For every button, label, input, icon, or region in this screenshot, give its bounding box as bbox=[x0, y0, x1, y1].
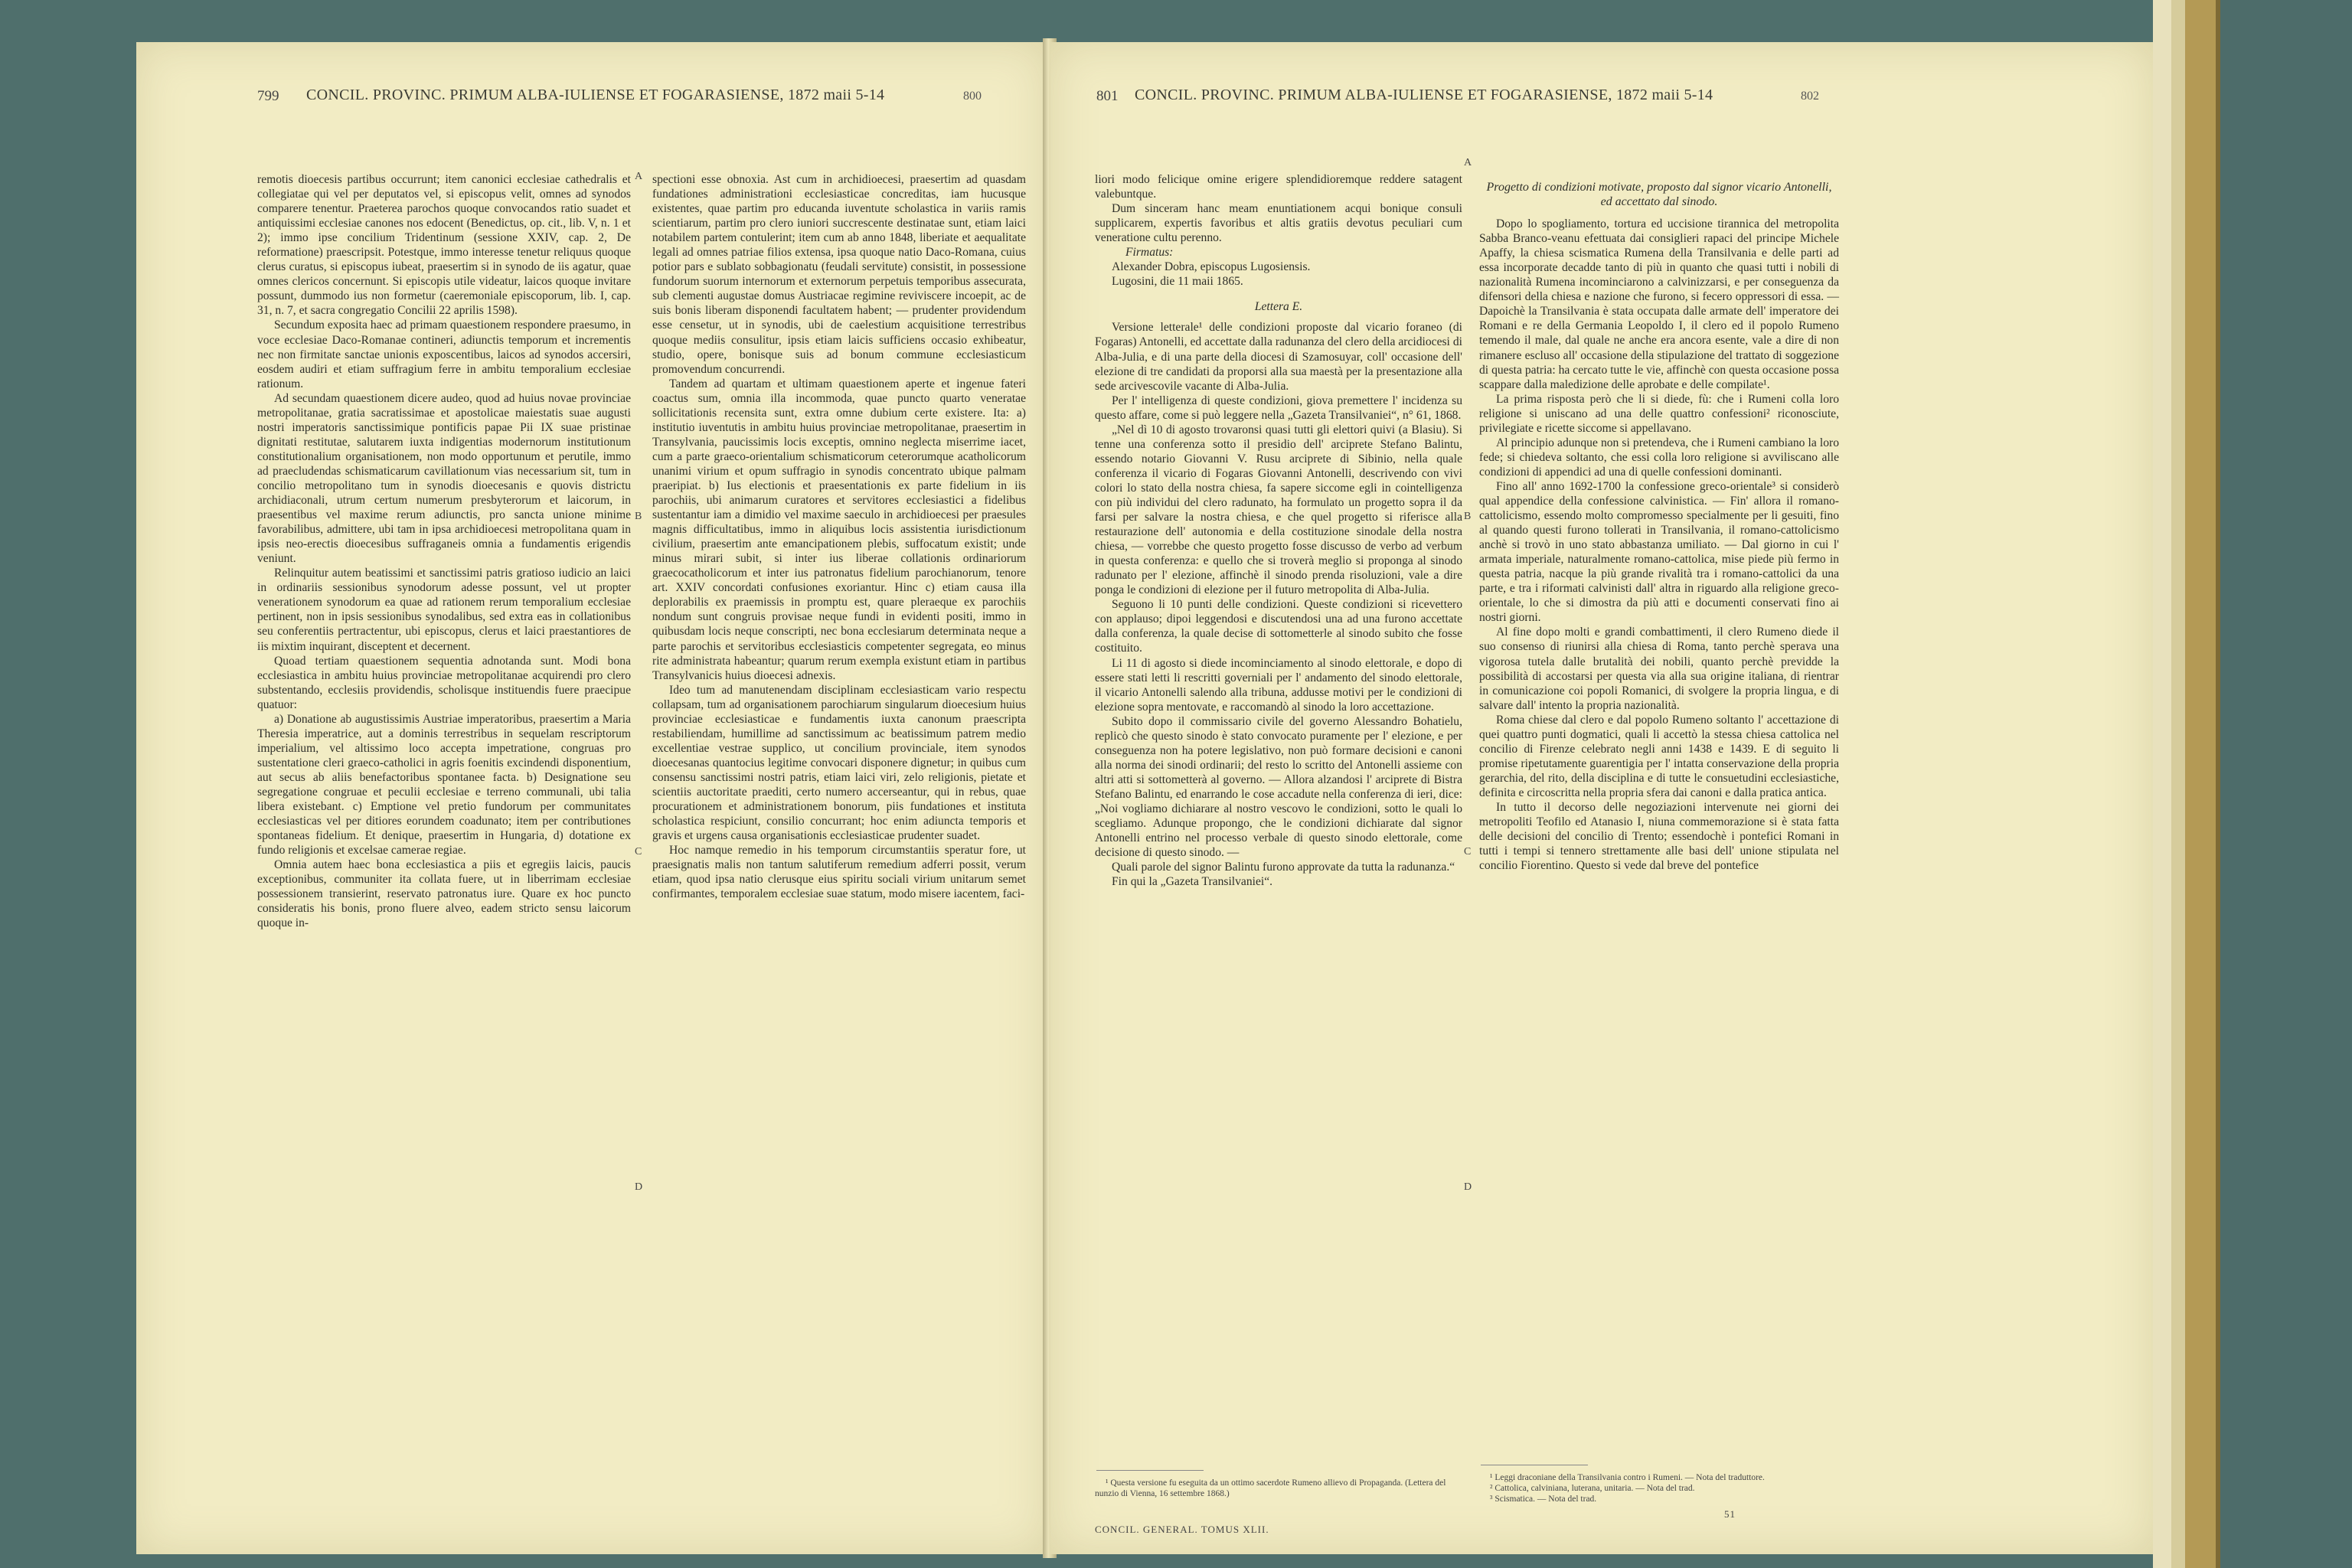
paragraph: „Nel dì 10 di agosto trovaronsi quasi tutti gli elettori quivi (a Blasiu). Si tenne una conferenza sotto il presidio dell' arciprete Stefano Balintu, essendo notario Giovanni V. Rusu arciprete di Sibinio, nella quale conferenza il vicario di Fogaras Giovanni Antonelli, descrivendo con vivi colori lo stato della nostra chiesa, fa sapere siccome egli in cointelligenza con più individui del clero radunato, ha formulato un progetto sopra il da farsi per salvare la nostra chiesa, e che quel progetto si riferisce alla restaurazione dell' autonomia e della costituzione sinodale della nostra chiesa, — vorrebbe che questo progetto fosse discusso de verbo ad verbum in questa conferenza: e quello che si troverà meglio si proponga al sinodo radunato per l' elezione, affinchè il sinodo prenda risoluzioni, vale a dire ponga le condizioni di elezione per il futuro metropolita di Alba-Julia. bbox=[1095, 423, 1462, 597]
left-page bbox=[136, 42, 1047, 1554]
paragraph: Al principio adunque non si pretendeva, che i Rumeni cambiano la loro fede; si chiedeva soltanto, che essi colla loro religione si avviliscano alle condizioni di appendici ad una di quelle confessioni dominanti. bbox=[1479, 436, 1839, 479]
paragraph: Tandem ad quartam et ultimam quaestionem aperte et ingenue fateri coactus sum, omnia illa incommoda, quae puncto quarto veneratae sollicitationis recensita sunt, extra omne dubium certe existere. Ita: a) institutio iuventutis in ambitu huius provinciae metropolitanae, praesertim in Transylvania, paucissimis locis exceptis, omnino neglecta miserrime iacet, cum a parte graeco-orientalium schismaticorum ceterorumque acatholicorum unanimi virium et opum suffragio in synodis concentrato ubique palmam praeripiat. b) Ius electionis et praesentationis ex parte fidelium in iis parochiis, ubi animarum curatores et servitores ecclesiastici a fidelibus sustentantur iam a dimidio vel maxime saeculo in archidioecesi per praesules magnis difficultatibus, immo in aliquibus locis assistentia iurisdictionum civilium, praesertim ante emancipationem plebis, suffocatum existit; unde minus mirari subit, si inter ius liberae collationis ordinariorum graecocatholicorum et inter ius patronatus fidelium parochianorum, tenore art. XXIV concordati confusiones exoriantur. Hinc c) etiam causa illa deplorabilis ex praemissis in promptu est, quare pleraeque ex parochiis nondum sunt congruis provisae neque fundi in evidenti positi, immo in quibusdam locis neque conscripti, nec bona ecclesiarum determinata neque a parte parochis et servitoribus ecclesiasticis competenter segregata, eo minus rite administrata habeantur; quarum rerum exempla existunt etiam in partibus Transylvanicis huius dioecesi adnexis. bbox=[652, 377, 1026, 682]
letter-body bbox=[1095, 320, 1462, 889]
paragraph: Relinquitur autem beatissimi et sanctissimi patris gratioso iudicio an laici in ordinariis sessionibus synodorum adesse possunt, vel ut propter venerationem synodorum ea quae ad rationem rerum temporalium ecclesiae pertinent, non in ipsis sessionibus synodalibus, sed extra eas in collationibus seu conferentiis pertractentur, ubi episcopus, clerus et laici praestantiores de iis mixtim inquirant, disceptent et decernent. bbox=[257, 567, 631, 653]
paragraph: Fin qui la „Gazeta Transilvaniei“. bbox=[1112, 875, 1273, 889]
paragraph: Roma chiese dal clero e dal popolo Rumeno soltanto l' accettazione di quei quattro punti dogmatici, quali li accettò la stessa chiesa cattolica nel concilio di Firenze celebrato negli anni 1438 e 1439. E di seguito li promise ripetutamente guarentigia per l' intatta conservazione della propria gerarchia, del rito, della disciplina e di tutte le consuetudini ecclesiastiche, definita e circoscritta nella propria sfera dai canoni e dalla pratica antica. bbox=[1479, 713, 1839, 799]
signature-line: CONCIL. GENERAL. TOMUS XLII. bbox=[1095, 1524, 1269, 1535]
paragraph: Quali parole del signor Balintu furono approvate da tutta la radunanza.“ bbox=[1112, 861, 1455, 874]
paragraph: Fino all' anno 1692-1700 la confessione greco-orientale³ si considerò qual appendice della confessione calvinistica. — Fin' allora il romano-cattolicismo, essendo molto compromesso specialmente per li gesuiti, fino al quando questi furono tollerati in Transilvania, il romano-cattolicismo anchè si trovò in uno stato abbastanza umiliato. — Dal giorno in cui l' armata imperiale, naturalmente romano-cattolica, mise piede più fermo in questa patria, nacque la più grande rivalità tra i romano-cattolici da una parte, e tra i riformati calvinisti dall' altra in riguardo alla religione greco-orientale, lo che si dimostra da più atti e documenti conservati fino ai nostri giorni. bbox=[1479, 479, 1839, 625]
paragraph: Dopo lo spogliamento, tortura ed uccisione tirannica del metropolita Sabba Branco-veanu efettuata dai consiglieri rapaci del principe Michele Apaffy, la chiesa scismatica Rumena della Transilvania e delle parti ad essa incorporate decadde tanto di più in quanto che quasi tutti i nobili di nazionalità Rumena incominciarono a calvinizzarsi, e per conseguenza da difensori della chiesa e nazione che furono, si fecero oppressori di essa. — Dapoichè la Transilvania è stata occupata dalle armate dell' imperatore dei Romani e re della Germania Leopoldo I, il clero ed il popolo Rumeno temendo il male, dal quale ne anche era ancora esente, vale a dire di non rimanere escluso all' occasione della stipulazione del trattato di soggezione di questa patria: ha cercato tutte le vie, affinchè con questa occasione possa scappare dalla maledizione delle aprobate e delle compilate¹. bbox=[1479, 217, 1839, 391]
paragraph: In tutto il decorso delle negoziazioni intervenute nei giorni dei metropoliti Teofilo ed Atanasio I, niuna commemorazione si è stata fatta delle decisioni del concilio di Trento; essendochè i pontefici Romani in tutti i tempi si tennero strettamente alle basi dell' unione stipulata nel concilio Fiorentino. Questo si vede dal breve del pontefice bbox=[1479, 800, 1839, 873]
right-page-column-1 bbox=[1095, 172, 1462, 889]
page-number-800: 800 bbox=[963, 90, 982, 103]
paragraph: Omnia autem haec bona ecclesiastica a piis et egregiis laicis, paucis exceptionibus, communiter ita collata fuere, ut in liberrimam ecclesiae possessionem transierint, reservato patronatus iure. Quare ex hoc puncto consideratis his bonis, prono fluere alveo, eadem stricto sensu laicorum quoque in- bbox=[257, 858, 631, 930]
footnote: ³ Scismatica. — Nota del trad. bbox=[1490, 1494, 1597, 1504]
footnotes-left bbox=[1095, 1478, 1462, 1499]
page-edge-light bbox=[2153, 0, 2171, 1568]
page-edge-shadow bbox=[2171, 0, 2185, 1568]
paragraph: Quoad tertiam quaestionem sequentia adnotanda sunt. Modi bona ecclesiastica in ambitu huius provinciae metropolitanae acquirendi pro clero substentando, ecclesiis providendis, scholisque instituendis fuere praecipue quatuor: bbox=[257, 654, 631, 711]
paragraph: Secundum exposita haec ad primam quaestionem respondere praesumo, in voce ecclesiae Daco-Romanae contineri, adiunctis temporum et incrementis nec non firmitate sanctae unionis exposcentibus, laicos ad synodos accersiri, eosdem audiri et etiam suffragium ferre in ambitu temporalium ecclesiae rationum. bbox=[257, 318, 631, 390]
place-date: Lugosini, die 11 maii 1865. bbox=[1112, 275, 1243, 289]
left-page-column-2 bbox=[652, 172, 1026, 901]
footnote: ² Cattolica, calviniana, luterana, unitaria. — Nota del trad. bbox=[1490, 1484, 1695, 1493]
paragraph: Ad secundam quaestionem dicere audeo, quod ad huius novae provinciae metropolitanae, gratia sacratissimae et apostolicae maiestatis suae augusti nostri imperatoris sanctissimique pontificis papae Pii IX suae pristinae dignitati restitutae, salutarem iuxta indigentias modernorum institutionum constitutionalium organisationem, non modo opportunum et perutile, immo ad praecludendas schismaticarum cavillationum vias necessarium sit, tum in concilio metropolitano tum in synodis dioecesanis e quovis districtu archidiaconali, utrum certum numerum presbyterorum et laicorum, in praesentibus vel maxime rerum adiunctis, pro sancta unione minime favorabilibus, admittere, ubi tam in ipsa archidioecesi metropolitana quam in ipsis neo-erectis dioecesibus suffraganeis omnia a fundamentis erigendis veniunt. bbox=[257, 391, 631, 566]
paragraph: remotis dioecesis partibus occurrunt; item canonici ecclesiae cathedralis et collegiatae qui vel per deputatos vel, si episcopus velit, omnes ad synodos comparere tenentur. Praeterea parochos quoque convocandos ratio suadet et antiquissimi ecclesiae canones nos edocent (Benedictus, op. cit., lib. V, n. 1 et 2); immo ipse concilium Tridentinum (sessione XXIV, cap. 2, De reformatione) praescripsit. Potestque, immo interesse tenetur reliquus quoque clerus curatus, si episcopus iubeat, praesertim si in synodo de iis agatur, quae omnes clericos concernunt. Si episcopis utile videatur, laicos quoque invitare possunt, dummodo ius non formetur (caeremoniale episcoporum, lib. I, cap. 31, n. 7, et sacra congregatio Concilii 22 aprilis 1598). bbox=[257, 173, 631, 318]
paragraph: liori modo felicique omine erigere splendidioremque reddere satagent valebuntque. bbox=[1095, 173, 1462, 201]
paragraph: La prima risposta però che li si diede, fù: che i Rumeni colla loro religione si uniscano ad una delle quattro confessioni² riconosciute, privilegiate e ricette siccome si appellavano. bbox=[1479, 392, 1839, 435]
margin-letter-d: D bbox=[635, 1181, 643, 1193]
paragraph: Subito dopo il commissario civile del governo Alessandro Bohatielu, replicò che questo sinodo è stato convocato puramente per l' elezione, e per conseguenza non ha potere legislativo, non può formare decisioni e canoni alla norma dei sinodi ordinarii; del resto lo scritto del Antonelli assieme con altri atti si sottometterà al governo. — Allora alzandosi l' arciprete di Bistra Stefano Balintu, ed enarrando le cose accadute nella conferenza di ieri, dice: „Noi vogliamo dichiarare al nostro vescovo le condizioni, sotto le quali lo scegliamo. Adunque propongo, che le condizioni dichiarate dal signor Antonelli entrino nel processo verbale di questo sinodo elettorale, come decisione di questo sinodo. — bbox=[1095, 714, 1462, 860]
margin-letter-b: B bbox=[635, 511, 642, 522]
left-page-column-1 bbox=[257, 172, 631, 930]
signer-name: Alexander Dobra, episcopus Lugosiensis. bbox=[1112, 260, 1311, 274]
margin-letter-d-right: D bbox=[1464, 1181, 1472, 1193]
footnote-rule-left bbox=[1096, 1470, 1204, 1471]
page-number-802: 802 bbox=[1801, 90, 1819, 103]
footnotes-right bbox=[1479, 1472, 1839, 1504]
margin-letter-b-right: B bbox=[1464, 511, 1472, 522]
sheet-number: 51 bbox=[1724, 1508, 1736, 1520]
right-page-column-2 bbox=[1479, 180, 1839, 873]
signed-label: Firmatus: bbox=[1125, 246, 1174, 260]
running-head-left: CONCIL. PROVINC. PRIMUM ALBA-IULIENSE ET FOGARASIENSE, 1872 maii 5-14 bbox=[306, 87, 885, 103]
paragraph: spectioni esse obnoxia. Ast cum in archidioecesi, praesertim ad quasdam fundationes administrationi ecclesiasticae concreditas, iam hucusque existentes, quae partim pro educanda iuventute scholastica in variis ramis scientiarum, partim pro clero iuniori succrescente destinatae sunt, etiam laici notabilem partem contulerint; item cum ab anno 1848, liberiate et aequalitate legali ad omnes patriae filios extensa, ipsa quoque natio Daco-Romana, cuius potior pars e sublato sobbagionatu (feudali servitute) consistit, in possessione fundorum suorum internorum et externorum perpetuis temporibus assecurata, sub clementi augustae domus Austriacae regimine reviviscere incoepit, ac de suis bonis liberam disponendi facultatem habent; — prudenter providendum esse censetur, ut in synodis, ubi de caelestium acquisitione terrestribus quoque mediis consulitur, ipsis etiam laicis sufficiens occasio exhibeatur, studio, opere, bonisque suis ad bonum commune ecclesiasticum promovendum concurrendi. bbox=[652, 173, 1026, 376]
paragraph: Ideo tum ad manutenendam disciplinam ecclesiasticam vario respectu collapsam, tum ad organisationem parochiarum singularum dioecesium huius provinciae ecclesiasticae e fundamentis iuxta canonum praescripta restabiliendam, humillime ad sanctissimum ac beatissimum patrem medio excellentiae vestrae supplico, ut concilium provinciale, item synodos dioecesanas quantocius legitime convocari disponere dignetur; in quibus cum consensu sanctissimi nostri patris, etiam laici viri, zelo religionis, pietate et scientiis auctoritate praediti, certo numero accerseantur, qui in rebus, quae procurationem et administrationem bonorum, piis fundationes et instituta scholastica respiciunt, consilio concurrant; hoc enim adiuncta temporis et gravis et urgens causa organisationis ecclesiasticae prudenter suadet. bbox=[652, 683, 1026, 843]
margin-letter-c-right: C bbox=[1464, 846, 1472, 858]
paragraph: Dum sinceram hanc meam enuntiationem acqui bonique consuli supplicarem, expertis favoribus et altis gratiis devotus peculiari cum veneratione cultu perenno. bbox=[1095, 202, 1462, 245]
paragraph: Per l' intelligenza di queste condizioni, giova premettere l' incidenza su questo affare, come si può leggere nella „Gazeta Transilvaniei“, n° 61, 1868. bbox=[1095, 394, 1462, 422]
page-number-801: 801 bbox=[1096, 88, 1119, 104]
footnote: ¹ Leggi draconiane della Transilvania contro i Rumeni. — Nota del traduttore. bbox=[1490, 1473, 1765, 1482]
page-number-799: 799 bbox=[257, 88, 279, 104]
letter-title: Lettera E. bbox=[1254, 300, 1303, 314]
paragraph: Versione letterale¹ delle condizioni proposte dal vicario foraneo (di Fogaras) Antonelli, ed accettate dalla radunanza del clero della arcidiocesi di Alba-Julia, e di una parte della diocesi di Szamosuyar, coll' occasione dell' elezione di tre candidati da proporsi alla sua maestà per la presentazione alla sede arcivescovile vacante di Alba-Julia. bbox=[1095, 321, 1462, 393]
running-head-right: CONCIL. PROVINC. PRIMUM ALBA-IULIENSE ET FOGARASIENSE, 1872 maii 5-14 bbox=[1135, 87, 1713, 103]
right-page bbox=[1050, 42, 2153, 1554]
paragraph: Al fine dopo molti e grandi combattimenti, il clero Rumeno diede il suo consenso di riunirsi alla chiesa di Roma, tanto perchè sperava una vigorosa tutela dalle brutalità dei nobili, quanto perchè previdde la possibilità di accostarsi per questa via alla sua origine italiana, di rientrar in comunicazione coi popoli Romanici, di svolgere la propria lingua, e di salvare dall' intento la propria nazionalità. bbox=[1479, 626, 1839, 712]
project-body bbox=[1479, 217, 1839, 873]
paragraph: a) Donatione ab augustissimis Austriae imperatoribus, praesertim a Maria Theresia imperatrice, aut a dominis terrestribus in sequelam rescriptorum imperialium, vel altissimo loco accepta impetratione, congruas pro sustentatione cleri graeco-catholici in agris foenitis excindendi disponentium, aut secus ab aliis benefactoribus spontanee facta. b) Designatione seu segregatione congruae et peculii ecclesiae e terreno communali, ubi talia libera existebant. c) Emptione vel pretio fundorum per communitates ecclesiasticas vel per ditiores eorundem coadunato; item per contributiones spontaneas fidelium. Et denique, praesertim in Hungaria, d) dotatione ex fundo religionis et excelsae camerae regiae. bbox=[257, 712, 631, 858]
project-title: Progetto di condizioni motivate, proposto dal signor vicario Antonelli, ed accettato dal sinodo. bbox=[1486, 181, 1832, 209]
closing-paragraphs bbox=[1095, 172, 1462, 245]
margin-letter-a: A bbox=[635, 171, 643, 182]
paragraph: Li 11 di agosto si diede incominciamento al sinodo elettorale, e dopo di essere stati letti li rescritti governiali per l' andamento del sinodo elettorale, il vicario Antonelli salendo alla tribuna, addusse motivi per le condizioni di elezione sopra mentovate, e raccomandò al sinodo la loro accettazione. bbox=[1095, 656, 1462, 714]
footnote: ¹ Questa versione fu eseguita da un ottimo sacerdote Rumeno allievo di Propaganda. (Lettera del nunzio di Vienna, 16 settembre 1868.) bbox=[1095, 1478, 1446, 1498]
margin-letter-c: C bbox=[635, 846, 642, 858]
background-surface bbox=[2220, 0, 2352, 1568]
paragraph: Hoc namque remedio in his temporum circumstantiis speratur fore, ut praesignatis malis non tantum salutiferum remedium adferri possit, verum etiam, quod ipsa natio clerusque eius spiritu sociali virium unitarum semet confirmantes, temporalem ecclesiae suae statum, modo misere iacentem, faci- bbox=[652, 844, 1026, 901]
paragraph: Seguono li 10 punti delle condizioni. Queste condizioni si ricevettero con applauso; dipoi leggendosi e discutendosi una ad una furono accettate dalla conferenza, la quale decise di sottometterle al sinodo subito che fosse costituito. bbox=[1095, 598, 1462, 655]
margin-letter-a-right: A bbox=[1464, 157, 1472, 168]
book-cover-edge bbox=[2185, 0, 2216, 1568]
